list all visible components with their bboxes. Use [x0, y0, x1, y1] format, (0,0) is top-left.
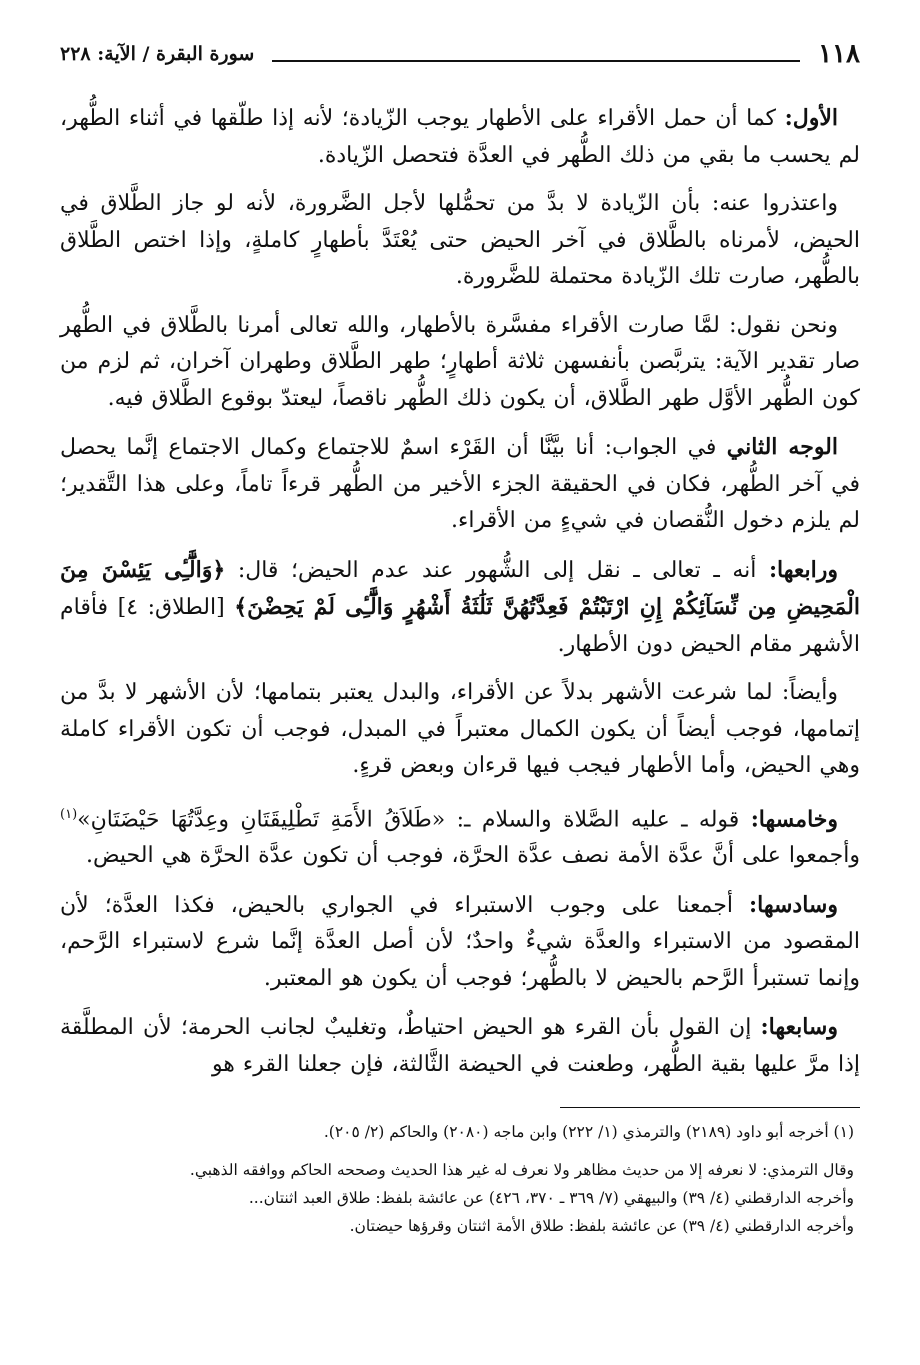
footnote-separator [560, 1107, 860, 1108]
paragraph-lead: وخامسها: [750, 805, 838, 832]
paragraph-1 [60, 100, 860, 174]
footnote-note: وقال الترمذي: لا نعرفه إلا من حديث مظاهر ولا نعرف له غير هذا الحديث وصححه الحاكم ووافقه الذهبي. [189, 1161, 854, 1180]
paragraph-3 [60, 308, 860, 418]
paragraph-7 [60, 797, 860, 875]
running-header [60, 30, 860, 78]
quran-verse: ﴿وَالَّٰٓـِٔى يَئِسْنَ مِنَ الْمَحِيضِ مِن نِّسَآئِكُمْ إِنِ ارْتَبْتُمْ فَعِدَّتُهُنَّ ثَلَٰثَةُ أَشْهُرٍ وَالَّٰٓـِٔى لَمْ يَحِضْنَ﴾ [60, 556, 860, 620]
paragraph-text: أجمعنا على وجوب الاستبراء في الجواري بالحيض، فكذا العدَّة؛ لأن المقصود من الاستبراء والعدَّة شيءٌ واحدٌ؛ لأن أصل العدَّة إنَّما شرع لاستبراء الرَّحم، وإنما تستبرأ الرَّحم بالحيض لا بالطُّهر؛ فوجب أن يكون هو المعتبر. [60, 892, 860, 991]
paragraph-lead: ورابعها: [768, 556, 838, 583]
surah-reference: سورة البقرة / الآية: ٢٢٨ [60, 43, 255, 65]
header-rule [272, 60, 800, 62]
paragraph-lead: الأول: [784, 105, 838, 131]
paragraph-text: وأيضاً: لما شرعت الأشهر بدلاً عن الأقراء، والبدل يعتبر بتمامها؛ لأن الأشهر لا بدَّ من إتمامها، فوجب أيضاً أن يكون الكمال معتبراً في المبدل، فوجب أن تكون الأقراء كاملة وهي الحيض، وأما الأطهار فيجب فيها قرءان وبعض قرءٍ. [60, 680, 860, 778]
paragraph-4 [60, 429, 860, 540]
paragraph-6 [60, 675, 860, 785]
paragraph-text: قوله ـ عليه الصَّلاة والسلام ـ: «طَلاَقُ الأَمَةِ تَطْلِيقَتَانِ وعِدَّتُهَا حَيْضَتَانِ» [77, 806, 751, 832]
paragraph-9 [60, 1009, 860, 1083]
paragraph-text: إن القول بأن القرء هو الحيض احتياطٌ، وتغليبٌ لجانب الحرمة؛ لأن المطلَّقة إذا مرَّ عليها بقية الطُّهر، وطعنت في الحيضة الثَّالثة، فإن جعلنا القرء هو [60, 1015, 860, 1077]
paragraph-text-after: [الطلاق: ٤] فأقام الأشهر مقام الحيض دون الأطهار. [60, 595, 860, 657]
book-page [60, 30, 860, 1340]
footnote-1: (١) أخرجه أبو داود (٢١٨٩) والترمذي (١/ ٢٢٢) وابن ماجه (٢٠٨٠) والحاكم (٢/ ٢٠٥). [323, 1123, 854, 1142]
footnote-note: وأخرجه الدارقطني (٤/ ٣٩) والبيهقي (٧/ ٣٦٩ ـ ٣٧٠، ٤٢٦) عن عائشة بلفظ: طلاق العبد اثنتان... [248, 1189, 854, 1208]
footnote-marker: (١) [60, 806, 78, 822]
paragraph-text: ونحن نقول: لمَّا صارت الأقراء مفسَّرة بالأطهار، والله تعالى أمرنا بالطَّلاق في الطُّهر صار تقدير الآية: يتربَّصن بأنفسهن ثلاثة أطهارٍ؛ طهر الطَّلاق وطهران آخران، ثم لزم من كون الطُّهر الأوَّل طهر الطَّلاق، أن يكون ذلك الطُّهر ناقصاً، ليعتدّ بوقوع الطَّلاق فيه. [60, 312, 860, 411]
main-text [60, 100, 860, 1083]
paragraph-lead: الوجه الثاني [726, 434, 838, 460]
paragraph-8 [60, 887, 860, 998]
paragraph-5 [60, 552, 860, 664]
paragraph-lead: وسادسها: [749, 891, 838, 918]
paragraph-text: واعتذروا عنه: بأن الزّيادة لا بدَّ من تحمُّلها لأجل الضَّرورة، لأنه لو جاز الطَّلاق في الحيض، لأمرناه بالطَّلاق في آخر الحيض حتى يُعْتَدَّ بأطهارٍ كاملةٍ، وإذا اختص الطَّلاق بالطُّهر، صارت تلك الزّيادة محتملة للضَّرورة. [60, 191, 860, 289]
paragraph-text: كما أن حمل الأقراء على الأطهار يوجب الزّيادة؛ لأنه إذا طلّقها في أثناء الطُّهر، لم يحسب ما بقي من ذلك الطُّهر في العدَّة فتحصل الزّيادة. [60, 106, 860, 168]
paragraph-text: في الجواب: أنا بيَّنَّا أن القَرْء اسمٌ للاجتماع وكمال الاجتماع إنَّما يحصل في آخر الطُّهر، فكان في الحقيقة الجزء الأخير من الطُّهر قرءاً تاماً، وعلى هذا التَّقدير؛ لم يلزم دخول النُّقصان في شيءٍ من الأقراء. [60, 435, 860, 533]
page-number: ١١٨ [818, 39, 860, 69]
footnotes [60, 1118, 860, 1240]
paragraph-lead: وسابعها: [760, 1014, 838, 1041]
paragraph-2 [60, 186, 860, 296]
paragraph-text-after: وأجمعوا على أنَّ عدَّة الأمة نصف عدَّة الحرَّة، فوجب أن تكون عدَّة الحرَّة هي الحيض. [85, 843, 860, 869]
footnote-note: وأخرجه الدارقطني (٤/ ٣٩) عن عائشة بلفظ: طلاق الأمة اثنتان وقرؤها حيضتان. [349, 1217, 854, 1236]
paragraph-text: أنه ـ تعالى ـ نقل إلى الشُّهور عند عدم الحيض؛ قال: [225, 557, 769, 583]
